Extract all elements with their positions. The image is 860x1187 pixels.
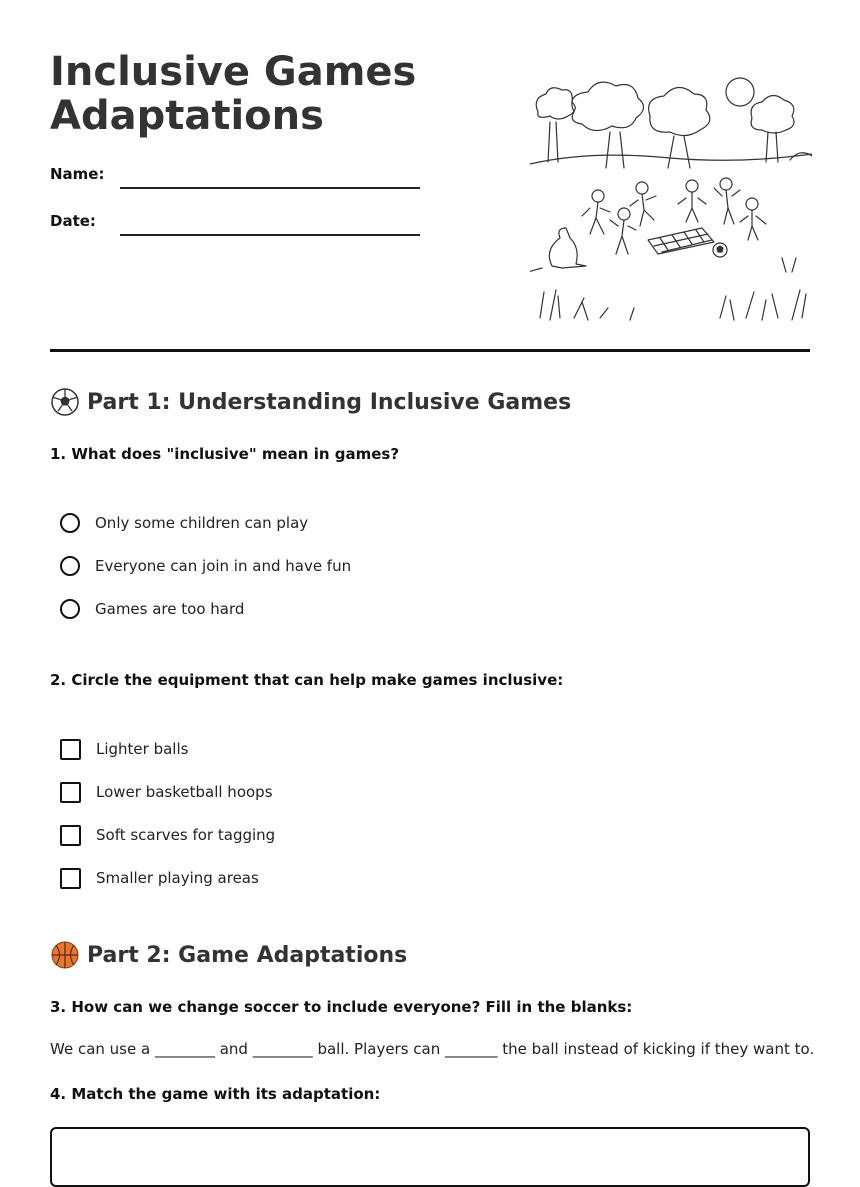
part1-title: Part 1: Understanding Inclusive Games (87, 389, 572, 415)
q2-option-2[interactable] (60, 779, 273, 805)
checkbox[interactable] (60, 739, 81, 760)
question-4: 4. Match the game with its adaptation: (50, 1085, 381, 1103)
child-figure-icon (678, 180, 706, 222)
q2-option-3[interactable] (60, 822, 275, 848)
date-label: Date: (50, 212, 96, 230)
checkbox[interactable] (60, 782, 81, 803)
option-label: Soft scarves for tagging (96, 826, 276, 844)
child-figure-icon (582, 190, 610, 234)
question-3: 3. How can we change soccer to include everyone? Fill in the blanks: (50, 998, 633, 1016)
q1-option-2[interactable] (60, 553, 351, 579)
soccer-ball-icon (713, 243, 727, 257)
question-1: 1. What does "inclusive" mean in games? (50, 445, 400, 463)
option-label: Only some children can play (95, 514, 309, 532)
name-label: Name: (50, 165, 105, 183)
part2-title: Part 2: Game Adaptations (87, 942, 408, 968)
radio-button[interactable] (60, 599, 80, 619)
header-divider (50, 349, 810, 352)
tree-icon (751, 95, 794, 162)
fill-in-sentence[interactable]: We can use a ________ and ________ ball. Players can _______ the ball instead of kicking if they want to. (50, 1040, 815, 1058)
radio-button[interactable] (60, 513, 80, 533)
part2-heading (50, 940, 407, 970)
sun-icon (726, 78, 754, 106)
date-field[interactable] (120, 234, 420, 236)
q2-option-1[interactable] (60, 736, 188, 762)
q1-option-3[interactable] (60, 596, 244, 622)
q2-option-4[interactable] (60, 865, 259, 891)
option-label: Lighter balls (96, 740, 189, 758)
matching-box[interactable] (50, 1127, 810, 1187)
soccer-ball-icon (50, 387, 80, 417)
radio-button[interactable] (60, 556, 80, 576)
park-illustration (530, 72, 812, 324)
name-field[interactable] (120, 187, 420, 189)
page-title: Inclusive Games Adaptations (50, 49, 417, 139)
child-figure-icon (740, 198, 766, 240)
picnic-blanket-icon (648, 228, 714, 254)
child-figure-icon (610, 208, 636, 254)
option-label: Smaller playing areas (96, 869, 259, 887)
tree-icon (536, 88, 575, 162)
part1-heading (50, 387, 571, 417)
option-label: Everyone can join in and have fun (95, 557, 352, 575)
question-2: 2. Circle the equipment that can help make games inclusive: (50, 671, 564, 689)
option-label: Lower basketball hoops (96, 783, 273, 801)
child-figure-icon (714, 178, 740, 224)
option-label: Games are too hard (95, 600, 245, 618)
q1-option-1[interactable] (60, 510, 308, 536)
kangaroo-icon (530, 228, 586, 272)
checkbox[interactable] (60, 868, 81, 889)
tree-icon (649, 87, 710, 168)
basketball-icon (50, 940, 80, 970)
child-figure-icon (630, 182, 656, 226)
checkbox[interactable] (60, 825, 81, 846)
